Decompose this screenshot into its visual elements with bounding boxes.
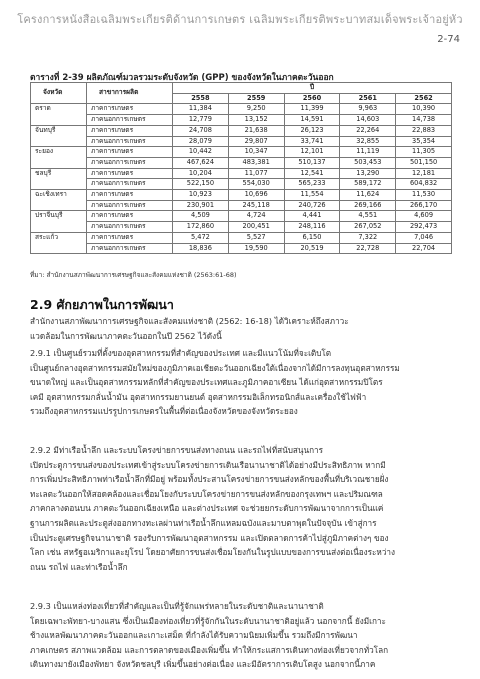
value-cell: 200,451 — [228, 222, 284, 233]
value-cell: 4,441 — [284, 211, 340, 222]
table-caption: ตารางที่ 2-39 ผลิตภัณฑ์มวลรวมระดับจังหวัด (GPP) ของจังหวัดในภาคตะวันออก — [30, 73, 334, 83]
sector-cell: ภาคนอกการเกษตร — [87, 222, 173, 233]
table-row — [31, 136, 452, 147]
value-cell: 266,170 — [396, 200, 452, 211]
value-cell: 19,590 — [228, 243, 284, 254]
value-cell: 11,384 — [173, 104, 229, 115]
value-cell: 483,381 — [228, 157, 284, 168]
value-cell: 35,354 — [396, 136, 452, 147]
value-cell: 7,046 — [396, 232, 452, 243]
header-year: 2560 — [284, 93, 340, 104]
value-cell: 11,530 — [396, 190, 452, 201]
value-cell: 5,472 — [173, 232, 229, 243]
value-cell: 12,779 — [173, 115, 229, 126]
value-cell: 4,724 — [228, 211, 284, 222]
value-cell: 26,123 — [284, 125, 340, 136]
sector-cell: ภาคการเกษตร — [87, 104, 173, 115]
sector-cell: ภาคการเกษตร — [87, 125, 173, 136]
value-cell: 5,527 — [228, 232, 284, 243]
value-cell: 604,832 — [396, 179, 452, 190]
value-cell: 13,152 — [228, 115, 284, 126]
value-cell: 13,290 — [340, 168, 396, 179]
value-cell: 24,708 — [173, 125, 229, 136]
value-cell: 10,923 — [173, 190, 229, 201]
value-cell: 12,541 — [284, 168, 340, 179]
value-cell: 14,603 — [340, 115, 396, 126]
value-cell: 29,807 — [228, 136, 284, 147]
value-cell: 522,150 — [173, 179, 229, 190]
sector-cell: ภาคนอกการเกษตร — [87, 157, 173, 168]
header-year: 2558 — [173, 93, 229, 104]
value-cell: 292,473 — [396, 222, 452, 233]
province-cell: ปราจีนบุรี — [31, 211, 87, 232]
section-heading: 2.9 ศักยภาพในการพัฒนา — [30, 297, 174, 312]
value-cell: 240,726 — [284, 200, 340, 211]
header-year: 2559 — [228, 93, 284, 104]
page-number: 2-74 — [437, 34, 460, 45]
table-body — [31, 104, 452, 254]
value-cell: 245,118 — [228, 200, 284, 211]
table-row — [31, 243, 452, 254]
paragraph-2-9-1: 2.9.1 เป็นศูนย์รวมที่ตั้งของอุตสาหกรรมที่สำคัญของประเทศ และมีแนวโน้มที่จะเติบโต เป็นศูนย์กลางอุตสาหกรรมสมัยใหม่ของภูมิภาคเอเชียตะวันออกเฉียงใต้เนื่องจากได้มีการลงทุนอุตสาหกรรม ขนาดใหญ่ และเป็นอุตสาหกรรมหลักที่สำคัญของประเทศและภูมิภาคอาเซียน ได้แก่อุตสาหกรรมปิโตร เคมี อุตสาหกรรมกลั่นน้ำมัน อุตสาหกรรมยานยนต์ อุตสาหกรรมอิเล็กทรอนิกส์และเครื่องใช้ไฟฟ้า รวมถึงอุตสาหกรรมแปรรูปการเกษตรในพื้นที่ต่อเนื่องจังหวัดของจังหวัดระยอง — [30, 348, 400, 417]
header-sector: สาขาการผลิต — [87, 83, 173, 104]
value-cell: 248,116 — [284, 222, 340, 233]
province-cell: ระยอง — [31, 147, 87, 168]
value-cell: 12,181 — [396, 168, 452, 179]
sector-cell: ภาคการเกษตร — [87, 168, 173, 179]
value-cell: 554,030 — [228, 179, 284, 190]
value-cell: 14,738 — [396, 115, 452, 126]
value-cell: 4,509 — [173, 211, 229, 222]
sector-cell: ภาคนอกการเกษตร — [87, 115, 173, 126]
value-cell: 7,322 — [340, 232, 396, 243]
value-cell: 565,233 — [284, 179, 340, 190]
table-row — [31, 147, 452, 158]
header-year-group: ปี — [173, 83, 452, 94]
value-cell: 4,609 — [396, 211, 452, 222]
table-row — [31, 104, 452, 115]
table-row — [31, 115, 452, 126]
value-cell: 10,696 — [228, 190, 284, 201]
value-cell: 230,901 — [173, 200, 229, 211]
table-row — [31, 157, 452, 168]
value-cell: 14,591 — [284, 115, 340, 126]
value-cell: 6,150 — [284, 232, 340, 243]
sector-cell: ภาคการเกษตร — [87, 190, 173, 201]
value-cell: 28,079 — [173, 136, 229, 147]
paragraph-2-9-2: 2.9.2 มีท่าเรือน้ำลึก และระบบโครงข่ายการขนส่งทางถนน และรถไฟที่สนับสนุนการ เปิดประตูการขนส่งของประเทศเข้าสู่ระบบโครงข่ายการเดินเรือนานาชาติได้อย่างมีประสิทธิภาพ หากมี การเพิ่มประสิทธิภาพท่าเรือน้ำลึกที่มีอยู่ พร้อมทั้งประสานโครงข่ายการขนส่งหลักของพื้นที่บริเวณชายฝั่ง ทะเลตะวันออกให้สอดคล้องและเชื่อมโยงกับระบบโครงข่ายการขนส่งหลักของกรุงเทพฯ และปริมณฑล ภาคกลางตอนบน ภาคตะวันออกเฉียงเหนือ และต่างประเทศ จะช่วยยกระดับการพัฒนาจากการเป็นแค่ ฐานการผลิตและประตูส่งออกทางทะเลผ่านท่าเรือน้ำลึกแหลมฉบังและมาบตาพุดในปัจจุบัน เข้าสู่การ เป็นประตูเศรษฐกิจนานาชาติ รองรับการพัฒนาอุตสาหกรรม และเปิดตลาดการค้าไปสู่ภูมิภาคต่างๆ ของ โลก เช่น สหรัฐอเมริกาและยุโรป โดยอาศัยการขนส่งเชื่อมโยงกันในรูปแบบของการขนส่งต่อเนื่องระหว่าง ถนน รถไฟ และท่าเรือน้ำลึก — [30, 445, 396, 572]
sector-cell: ภาคนอกการเกษตร — [87, 243, 173, 254]
table-row — [31, 168, 452, 179]
paragraph-2-9-3: 2.9.3 เป็นแหล่งท่องเที่ยวที่สำคัญและเป็นที่รู้จักแพร่หลายในระดับชาติและนานาชาติ โดยเฉพาะพัทยา-บางแสน ซึ่งเป็นเมืองท่องเที่ยวที่รู้จักกันในระดับนานาชาติอยู่แล้ว นอกจากนี้ ยังมีเกาะ ช้างแหลพัฒนาภาคตะวันออกและเกาะเสม็ด ที่กำลังได้รับความนิยมเพิ่มขึ้น รวมถึงมีการพัฒนา ภาคเกษตร สภาพแวดล้อม และการตลาดของเมืองเพิ่มขึ้น ทำให้กระแสการเดินทางท่องเที่ยวจากทั่วโลก เดินทางมายังเมืองพัทยา จังหวัดชลบุรี เพิ่มขึ้นอย่างต่อเนื่อง และมีอัตราการเติบโตสูง นอกจากนี้ภาค — [30, 601, 389, 670]
value-cell: 467,624 — [173, 157, 229, 168]
table-header-row — [31, 83, 452, 94]
value-cell: 9,963 — [340, 104, 396, 115]
sector-cell: ภาคการเกษตร — [87, 232, 173, 243]
value-cell: 503,453 — [340, 157, 396, 168]
sector-cell: ภาคนอกการเกษตร — [87, 200, 173, 211]
sector-cell: ภาคการเกษตร — [87, 147, 173, 158]
sector-cell: ภาคนอกการเกษตร — [87, 136, 173, 147]
value-cell: 11,554 — [284, 190, 340, 201]
table-row — [31, 125, 452, 136]
table-row — [31, 200, 452, 211]
value-cell: 33,741 — [284, 136, 340, 147]
value-cell: 4,551 — [340, 211, 396, 222]
gpp-table — [30, 82, 452, 254]
value-cell: 501,150 — [396, 157, 452, 168]
value-cell: 11,119 — [340, 147, 396, 158]
value-cell: 10,442 — [173, 147, 229, 158]
header-year: 2561 — [340, 93, 396, 104]
value-cell: 21,638 — [228, 125, 284, 136]
value-cell: 32,855 — [340, 136, 396, 147]
value-cell: 22,728 — [340, 243, 396, 254]
table-row — [31, 232, 452, 243]
province-cell: สระแก้ว — [31, 232, 87, 253]
value-cell: 510,137 — [284, 157, 340, 168]
header-year: 2562 — [396, 93, 452, 104]
province-cell: ชลบุรี — [31, 168, 87, 189]
province-cell: ฉะเชิงเทรา — [31, 190, 87, 211]
value-cell: 267,052 — [340, 222, 396, 233]
value-cell: 20,519 — [284, 243, 340, 254]
sector-cell: ภาคนอกการเกษตร — [87, 179, 173, 190]
value-cell: 589,172 — [340, 179, 396, 190]
value-cell: 10,204 — [173, 168, 229, 179]
running-header-title: โครงการหนังสือเฉลิมพระเกียรติด้านการเกษตร เฉลิมพระเกียรติพระบาทสมเด็จพระเจ้าอยู่หัว — [17, 13, 463, 26]
table-source-note: ที่มา: สำนักงานสภาพัฒนาการเศรษฐกิจและสังคมแห่งชาติ (2563:61-68) — [30, 271, 237, 279]
value-cell: 10,347 — [228, 147, 284, 158]
province-cell: จันทบุรี — [31, 125, 87, 146]
province-cell: ตราด — [31, 104, 87, 125]
value-cell: 11,399 — [284, 104, 340, 115]
table-row — [31, 211, 452, 222]
table-row — [31, 190, 452, 201]
value-cell: 18,836 — [173, 243, 229, 254]
header-province: จังหวัด — [31, 83, 87, 104]
table-row — [31, 179, 452, 190]
sector-cell: ภาคการเกษตร — [87, 211, 173, 222]
value-cell: 172,860 — [173, 222, 229, 233]
value-cell: 12,101 — [284, 147, 340, 158]
value-cell: 10,390 — [396, 104, 452, 115]
intro-paragraph: สำนักงานสภาพัฒนาการเศรษฐกิจและสังคมแห่งชาติ (2562: 16-18) ได้วิเคราะห์ถึงสภาวะ แวดล้อมในการพัฒนาภาคตะวันออกในปี 2562 ไว้ดังนี้ — [30, 316, 349, 341]
value-cell: 269,166 — [340, 200, 396, 211]
value-cell: 22,883 — [396, 125, 452, 136]
value-cell: 11,624 — [340, 190, 396, 201]
value-cell: 11,305 — [396, 147, 452, 158]
value-cell: 9,250 — [228, 104, 284, 115]
value-cell: 11,077 — [228, 168, 284, 179]
value-cell: 22,264 — [340, 125, 396, 136]
value-cell: 22,704 — [396, 243, 452, 254]
table-row — [31, 222, 452, 233]
